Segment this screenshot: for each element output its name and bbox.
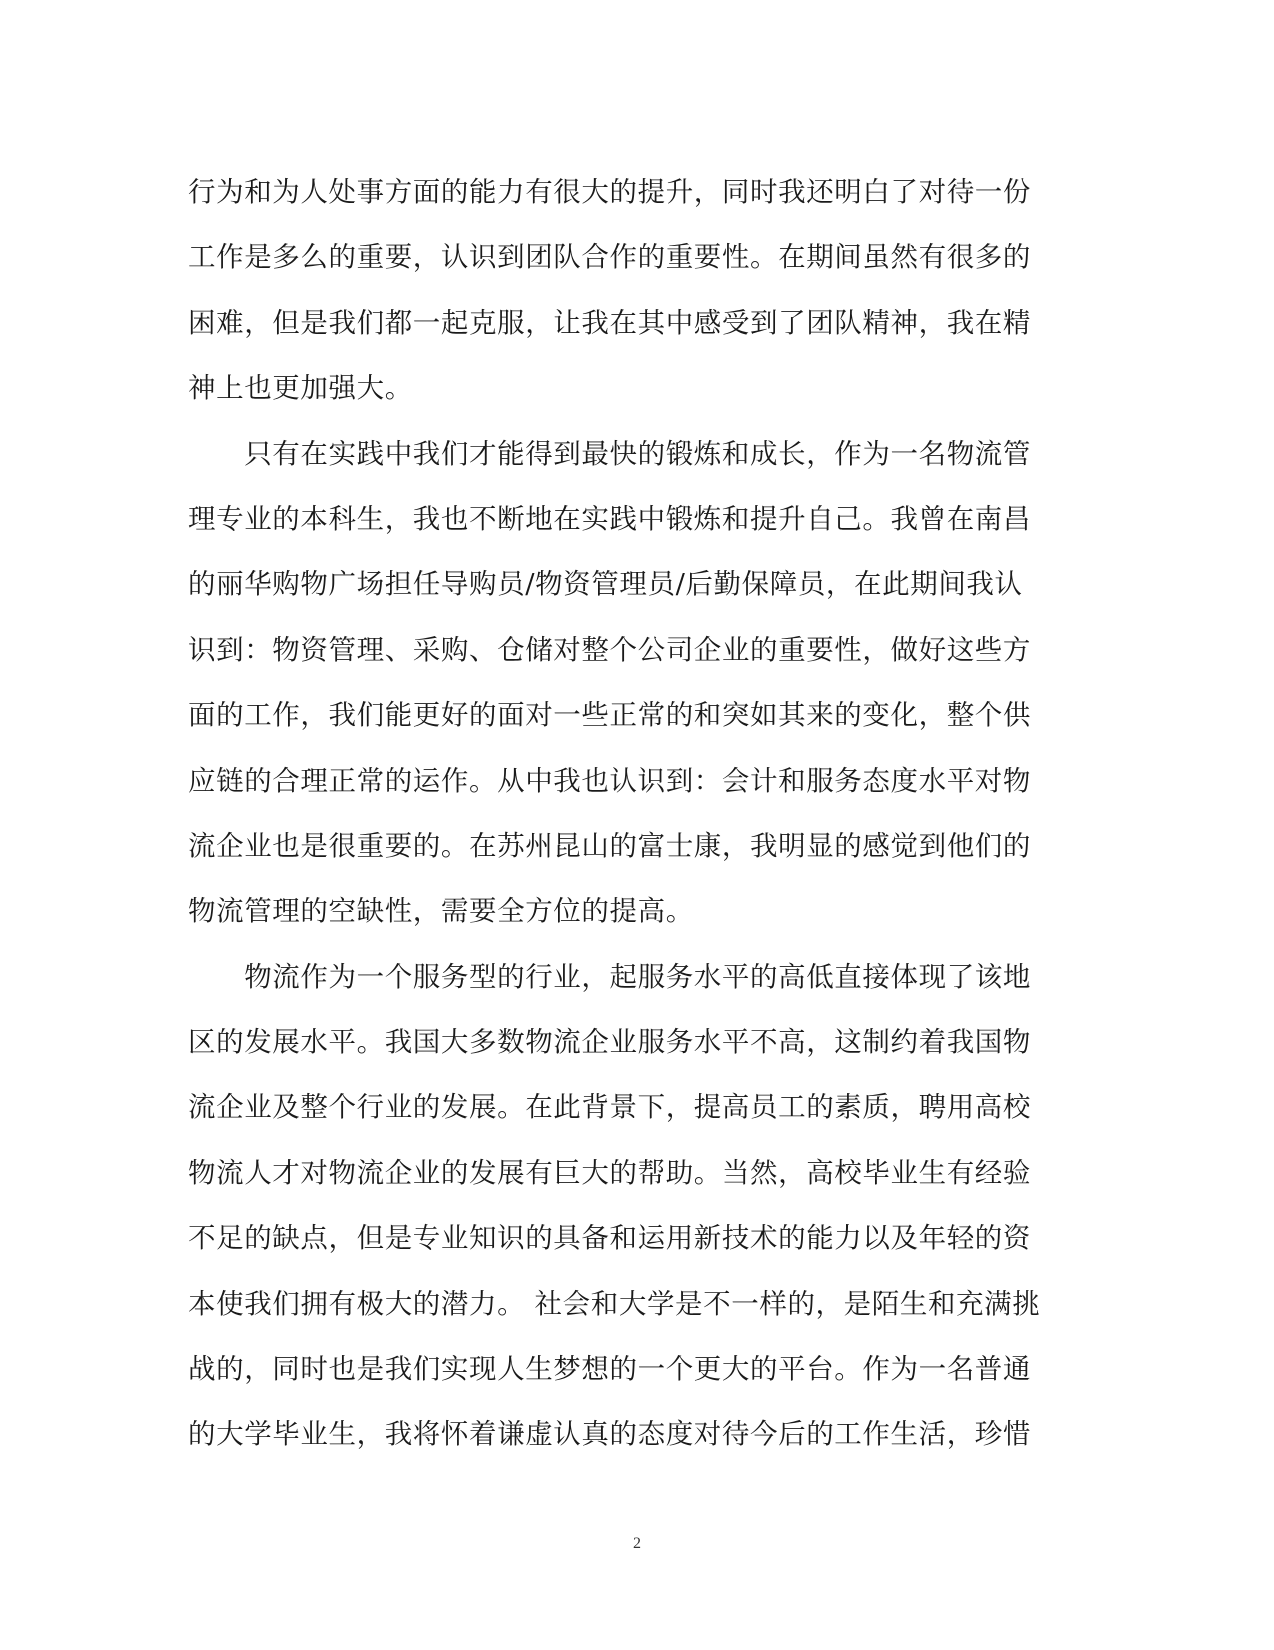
text-line: 困难，但是我们都一起克服，让我在其中感受到了团队精神，我在精: [188, 306, 1031, 339]
page-number: 2: [633, 1535, 641, 1552]
text-line: 识到：物资管理、采购、仓储对整个公司企业的重要性，做好这些方: [188, 633, 1031, 666]
text-line: 物流人才对物流企业的发展有巨大的帮助。当然，高校毕业生有经验: [188, 1156, 1031, 1189]
text-line: 物流作为一个服务型的行业，起服务水平的高低直接体现了该地: [188, 960, 1031, 993]
text-line: 的大学毕业生，我将怀着谦虚认真的态度对待今后的工作生活，珍惜: [188, 1418, 1031, 1451]
text-line: 工作是多么的重要，认识到团队合作的重要性。在期间虽然有很多的: [188, 241, 1031, 274]
text-line: 不足的缺点，但是专业知识的具备和运用新技术的能力以及年轻的资: [188, 1222, 1031, 1255]
text-line: 流企业及整个行业的发展。在此背景下，提高员工的素质，聘用高校: [188, 1091, 1031, 1124]
text-line: 战的，同时也是我们实现人生梦想的一个更大的平台。作为一名普通: [188, 1353, 1031, 1386]
text-line: 应链的合理正常的运作。从中我也认识到：会计和服务态度水平对物: [188, 764, 1031, 797]
text-line: 理专业的本科生，我也不断地在实践中锻炼和提升自己。我曾在南昌: [188, 502, 1031, 535]
text-line: 物流管理的空缺性，需要全方位的提高。: [188, 895, 694, 928]
body-text: [188, 160, 1088, 1468]
text-line: 只有在实践中我们才能得到最快的锻炼和成长，作为一名物流管: [188, 437, 1031, 470]
text-line: 行为和为人处事方面的能力有很大的提升，同时我还明白了对待一份: [188, 176, 1031, 208]
text-line: 面的工作，我们能更好的面对一些正常的和突如其来的变化，整个供: [188, 699, 1031, 732]
text-line: 的丽华购物广场担任导购员/物资管理员/后勤保障员，在此期间我认: [188, 568, 1023, 601]
text-line: 流企业也是很重要的。在苏州昆山的富士康，我明显的感觉到他们的: [188, 829, 1031, 862]
text-line: 神上也更加强大。: [188, 372, 413, 405]
text-line: 本使我们拥有极大的潜力。 社会和大学是不一样的，是陌生和充满挑: [188, 1287, 1041, 1320]
text-line: 区的发展水平。我国大多数物流企业服务水平不高，这制约着我国物: [188, 1026, 1031, 1059]
